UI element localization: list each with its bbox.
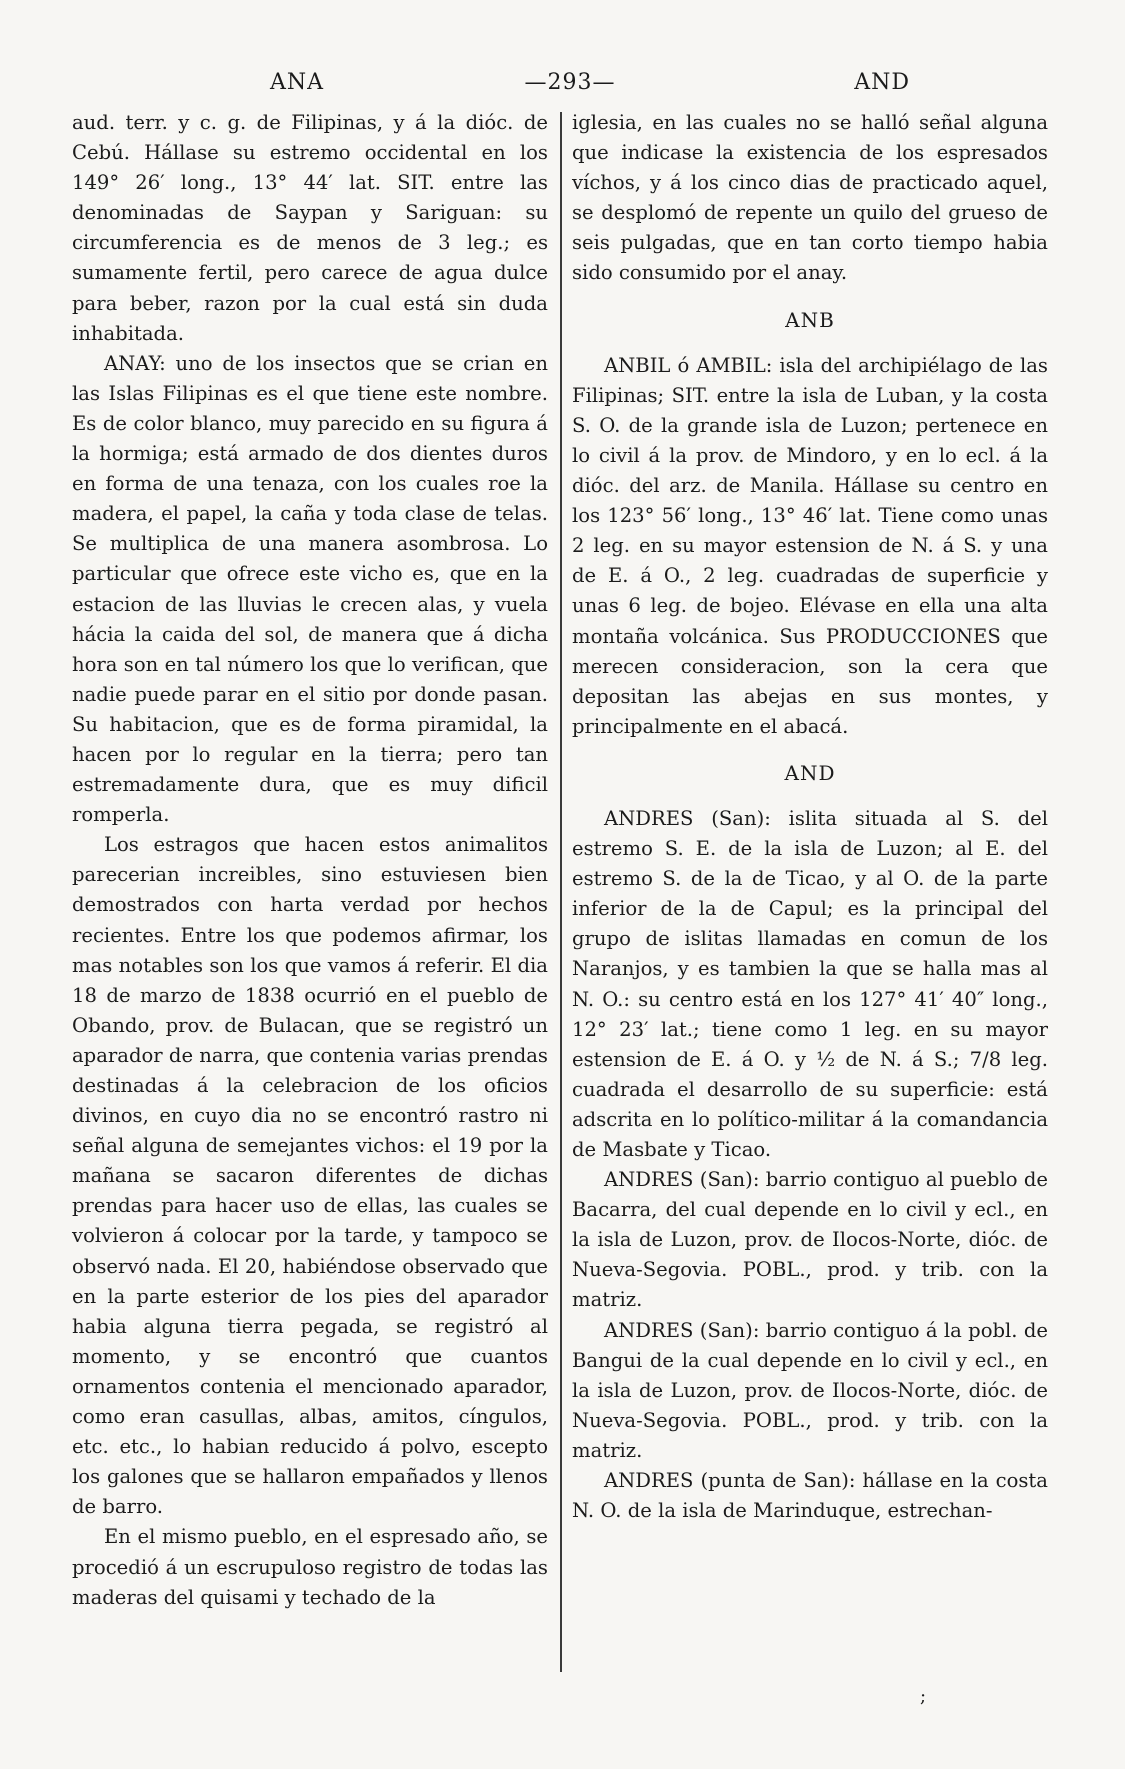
- page-header: [70, 70, 1060, 106]
- header-left-keyword: ANA: [270, 70, 325, 95]
- paragraph-anay-estragos: Los estragos que hacen estos animalitos parecerian increibles, sino estuviesen bien demostrados con harta verdad por hechos recientes. Entre los que podemos afirmar, los mas notables son los que vamos á referir. El dia 18 de marzo de 1838 ocurrió en el pueblo de Obando, prov. de Bulacan, que se registró un aparador de narra, que contenia varias prendas destinadas á la celebracion de los oficios divinos, en cuyo dia no se encontró rastro ni señal alguna de semejantes vichos: el 19 por la mañana se sacaron diferentes de dichas prendas para hacer uso de ellas, las cuales se volvieron á colocar por la tarde, y tampoco se observó nada. El 20, habiéndose observado que en la parte esterior de los pies del aparador habia alguna tierra pegada, se registró al momento, y se encontró que cuantos ornamentos contenia el mencionado aparador, como eran casullas, albas, amitos, cíngulos, etc. etc., lo habian reducido á polvo, escepto los galones que se hallaron empañados y llenos de barro.: [72, 833, 548, 1519]
- paragraph-andres-punta: ANDRES (punta de San): hállase en la costa N. O. de la isla de Marinduque, estrechan-: [572, 1469, 1048, 1523]
- paragraph-andres-bangui: ANDRES (San): barrio contiguo á la pobl. de Bangui de la cual depende en lo civil y ecl., en la isla de Luzon, prov. de Ilocos-Norte, dióc. de Nueva-Segovia. POBL., prod. y trib. con la matriz.: [572, 1318, 1048, 1462]
- section-heading-and: AND: [784, 760, 836, 785]
- column-divider: [560, 112, 562, 1672]
- left-column: [72, 108, 548, 1613]
- page-number: —293—: [524, 70, 616, 95]
- header-right-keyword: AND: [854, 70, 910, 95]
- right-column: [572, 108, 1048, 1526]
- paragraph-anay: ANAY: uno de los insectos que se crian en las Islas Filipinas es el que tiene este nombre. Es de color blanco, muy parecido en su figura á la hormiga; está armado de dos dientes duros en forma de una tenaza, con los cuales roe la madera, el papel, la caña y toda clase de telas. Se multiplica de una manera asombrosa. Lo particular que ofrece este vicho es, que en la estacion de las lluvias le crecen alas, y vuela hácia la caida del sol, de manera que á dicha hora son en tal número los que lo verifican, que nadie puede parar en el sitio por donde pasan. Su habitacion, que es de forma piramidal, la hacen por lo regular en la tierra; pero tan estremadamente dura, que es muy dificil romperla.: [72, 351, 548, 827]
- section-heading-anb: ANB: [785, 307, 835, 332]
- paragraph-ana-continuation: aud. terr. y c. g. de Filipinas, y á la dióc. de Cebú. Hállase su estremo occidental en los 149° 26′ long., 13° 44′ lat. SIT. entre las denominadas de Saypan y Sariguan: su circumferencia es de menos de 3 leg.; es sumamente fertil, pero carece de agua dulce para beber, razon por la cual está sin duda inhabitada.: [72, 111, 548, 345]
- paragraph-andres-bacarra: ANDRES (San): barrio contiguo al pueblo de Bacarra, del cual depende en lo civil y ecl., en la isla de Luzon, prov. de Ilocos-Norte, dióc. de Nueva-Segovia. POBL., prod. y trib. con la matriz.: [572, 1168, 1048, 1312]
- paragraph-anay-mismo-pueblo: En el mismo pueblo, en el espresado año, se procedió á un escrupuloso registro de todas las maderas del quisami y techado de la: [72, 1525, 548, 1609]
- paragraph-anbil: ANBIL ó AMBIL: isla del archipiélago de las Filipinas; SIT. entre la isla de Luban, y la costa S. O. de la grande isla de Luzon; pertenece en lo civil á la prov. de Mindoro, y en lo ecl. á la dióc. del arz. de Manila. Hállase su centro en los 123° 56′ long., 13° 46′ lat. Tiene como unas 2 leg. en su mayor estension de N. á S. y una de E. á O., 2 leg. cuadradas de superficie y unas 6 leg. de bojeo. Elévase en ella una alta montaña volcánica. Sus PRODUCCIONES que merecen consideracion, son la cera que depositan las abejas en sus montes, y principalmente en el abacá.: [572, 353, 1048, 738]
- paragraph-anay-continuation: iglesia, en las cuales no se halló señal alguna que indicase la existencia de los espresados víchos, y á los cinco dias de practicado aquel, se desplomó de repente un quilo del grueso de seis pulgadas, que en tan corto tiempo habia sido consumido por el anay.: [572, 111, 1048, 285]
- footer-mark: ;: [920, 1686, 927, 1707]
- paragraph-andres-islita: ANDRES (San): islita situada al S. del estremo S. E. de la isla de Luzon; al E. del estremo S. de la de Ticao, y al O. de la parte inferior de la de Capul; es la principal del grupo de islitas llamadas en comun de los Naranjos, y es tambien la que se halla mas al N. O.: su centro está en los 127° 41′ 40″ long., 12° 23′ lat.; tiene como 1 leg. en su mayor estension de E. á O. y ½ de N. á S.; 7/8 leg. cuadrada el desarrollo de su superficie: está adscrita en lo político-militar á la comandancia de Masbate y Ticao.: [572, 806, 1048, 1161]
